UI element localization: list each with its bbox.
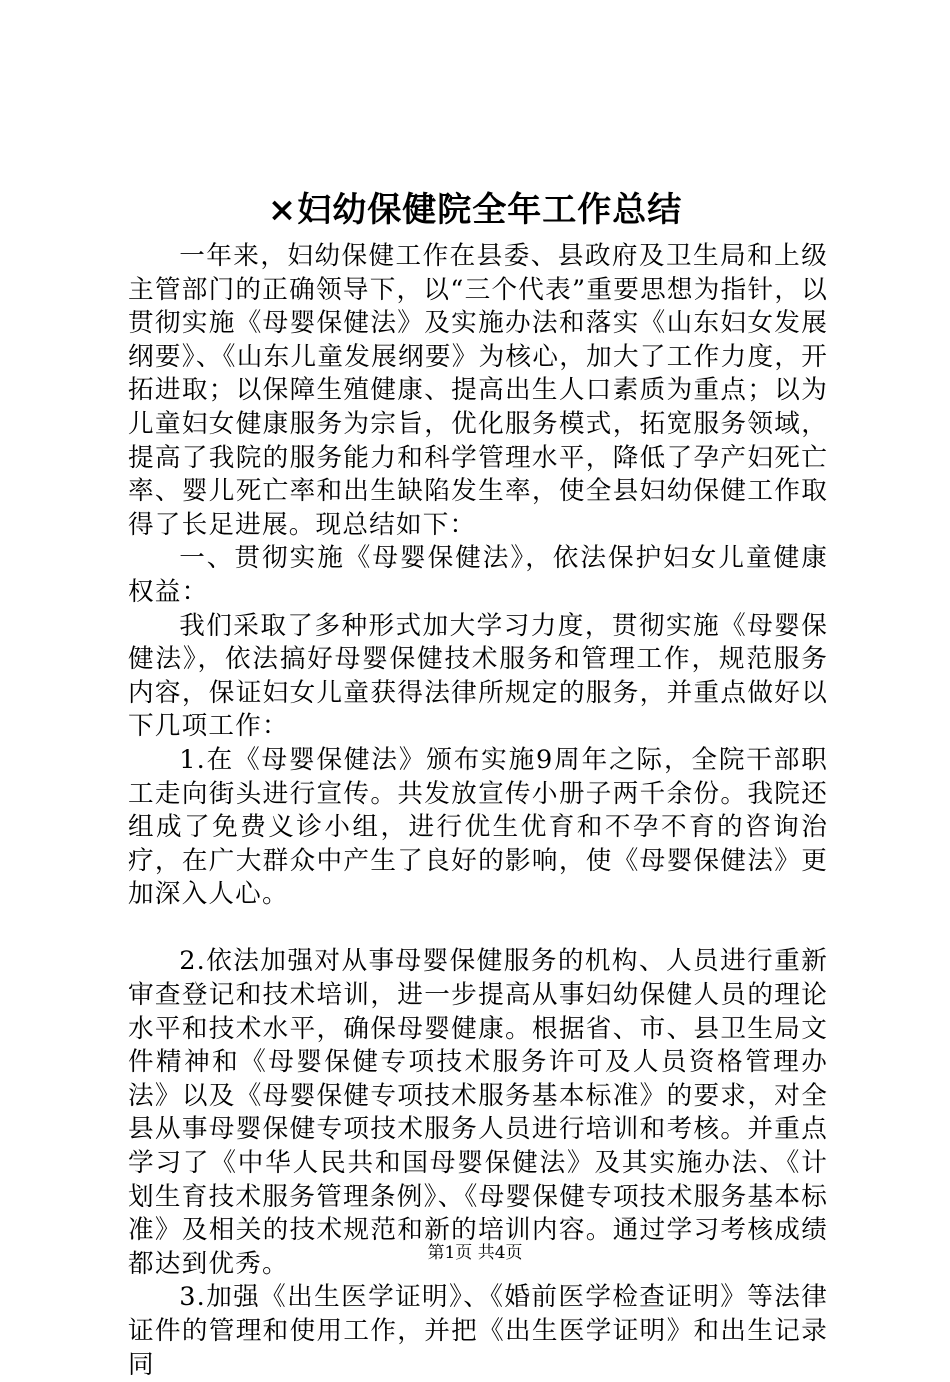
paragraph-section-body: 我们采取了多种形式加大学习力度，贯彻实施《母婴保健法》，依法搞好母婴保健技术服务和管理工作，规范服务内容，保证妇女儿童获得法律所规定的服务，并重点做好以下几项工作： <box>128 610 828 742</box>
document-body <box>128 240 828 1382</box>
document-title: ×妇幼保健院全年工作总结 <box>267 190 683 230</box>
paragraph-item-3: 3.加强《出生医学证明》、《婚前医学检查证明》等法律证件的管理和使用工作，并把《出生医学证明》和出生记录同 <box>128 1282 828 1380</box>
paragraph-item-1: 1.在《母婴保健法》颁布实施9周年之际，全院干部职工走向街头进行宣传。共发放宣传小册子两千余份。我院还组成了免费义诊小组，进行优生优育和不孕不育的咨询治疗，在广大群众中产生了良好的影响，使《母婴保健法》更加深入人心。 <box>128 744 828 910</box>
paragraph-item-2: 2.依法加强对从事母婴保健服务的机构、人员进行重新审查登记和技术培训，进一步提高从事妇幼保健人员的理论水平和技术水平，确保母婴健康。根据省、市、县卫生局文件精神和《母婴保健专项技术服务许可及人员资格管理办法》以及《母婴保健专项技术服务基本标准》的要求，对全县从事母婴保健专项技术服务人员进行培训和考核。并重点学习了《中华人民共和国母婴保健法》及其实施办法、《计划生育技术服务管理条例》、《母婴保健专项技术服务基本标准》及相关的技术规范和新的培训内容。通过学习考核成绩都达到优秀。 <box>128 946 828 1279</box>
page-footer: 第1页 共4页 <box>427 1243 523 1263</box>
paragraph-intro: 一年来，妇幼保健工作在县委、县政府及卫生局和上级主管部门的正确领导下，以“三个代表”重要思想为指针，以贯彻实施《母婴保健法》及实施办法和落实《山东妇女发展纲要》、《山东儿童发展纲要》为核心，加大了工作力度，开拓进取；以保障生殖健康、提高出生人口素质为重点；以为儿童妇女健康服务为宗旨，优化服务模式，拓宽服务领域，提高了我院的服务能力和科学管理水平，降低了孕产妇死亡率、婴儿死亡率和出生缺陷发生率，使全县妇幼保健工作取得了长足进展。现总结如下： <box>128 241 828 540</box>
paragraph-section-heading: 一、贯彻实施《母婴保健法》，依法保护妇女儿童健康权益： <box>128 543 828 607</box>
